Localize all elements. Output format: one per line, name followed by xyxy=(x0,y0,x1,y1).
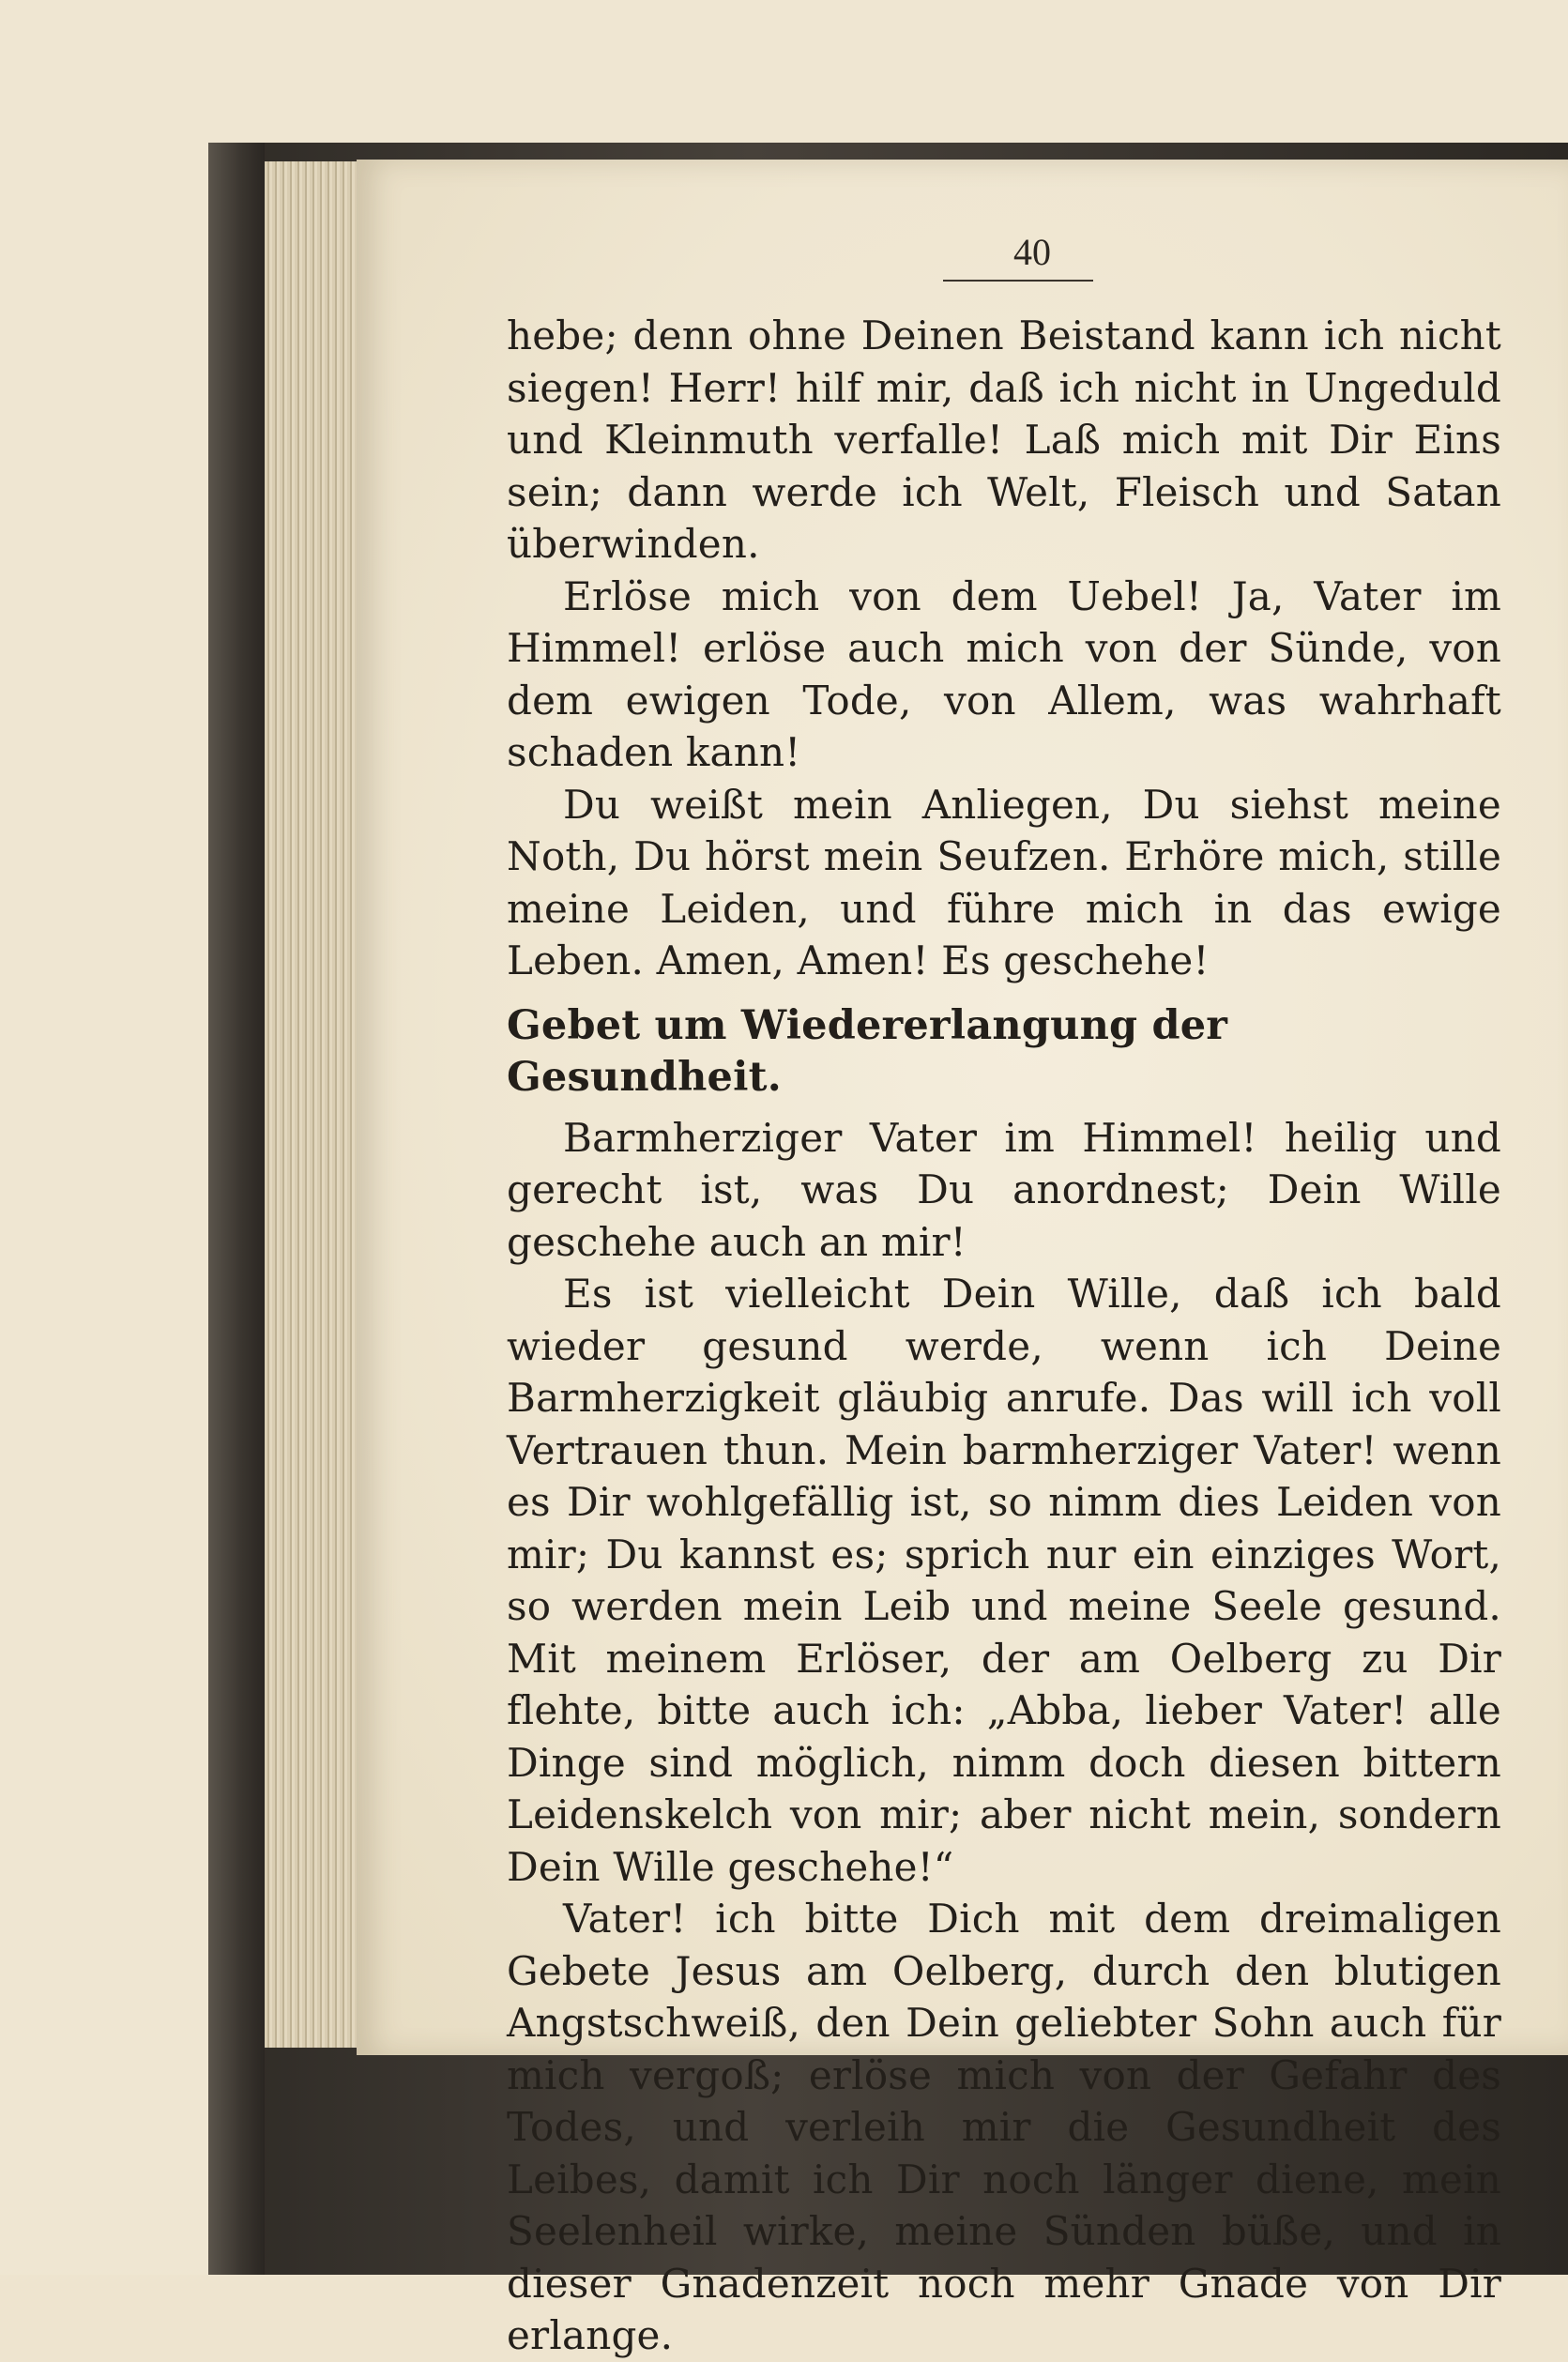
page-text xyxy=(507,310,1501,2362)
paragraph: hebe; denn ohne Deinen Beistand kann ich nicht siegen! Herr! hilf mir, daß ich nicht in Ungeduld und Kleinmuth verfalle! Laß mich mit Dir Eins sein; dann werde ich Welt, Fleisch und Satan überwinden. xyxy=(507,312,1501,567)
paragraph: Erlöse mich von dem Uebel! Ja, Vater im Himmel! erlöse auch mich von der Sünde, von dem ewigen Tode, von Allem, was wahrhaft schaden kann! xyxy=(507,572,1501,775)
section-heading: Gebet um Wiedererlangung der Gesundheit. xyxy=(507,1001,1228,1101)
page-edges xyxy=(265,161,358,2048)
page-number: 40 xyxy=(1013,231,1051,273)
paragraph: Barmherziger Vater im Himmel! heilig und gerecht ist, was Du anordnest; Dein Wille geschehe auch an mir! xyxy=(507,1114,1501,1265)
paragraph: Du weißt mein Anliegen, Du siehst meine Noth, Du hörst mein Seufzen. Erhöre mich, stille meine Leiden, und führe mich in das ewige Leben. Amen, Amen! Es geschehe! xyxy=(507,781,1501,983)
paragraph: Vater! ich bitte Dich mit dem dreimaligen Gebete Jesus am Oelberg, durch den blutigen Angstschweiß, den Dein geliebter Sohn auch für mich vergoß; erlöse mich von der Gefahr des Todes, und verleih mir die Gesundheit des Leibes, damit ich Dir noch länger diene, mein Seelenheil wirke, meine Sünden büße, und in dieser Gnadenzeit noch mehr Gnade von Dir erlange. xyxy=(507,1896,1501,2358)
page-number-rule xyxy=(943,280,1093,282)
book-spine xyxy=(208,143,265,2275)
paragraph: Es ist vielleicht Dein Wille, daß ich bald wieder gesund werde, wenn ich Deine Barmherzigkeit gläubig anrufe. Das will ich voll Vertrauen thun. Mein barmherziger Vater! wenn es Dir wohlgefällig ist, so nimm dies Leiden von mir; Du kannst es; sprich nur ein einziges Wort, so werden mein Leib und meine Seele gesund. Mit meinem Erlöser, der am Oelberg zu Dir flehte, bitte auch ich: „Abba, lieber Vater! alle Dinge sind möglich, nimm doch diesen bittern Leidenskelch von mir; aber nicht mein, sondern Dein Wille geschehe!“ xyxy=(507,1271,1501,1890)
